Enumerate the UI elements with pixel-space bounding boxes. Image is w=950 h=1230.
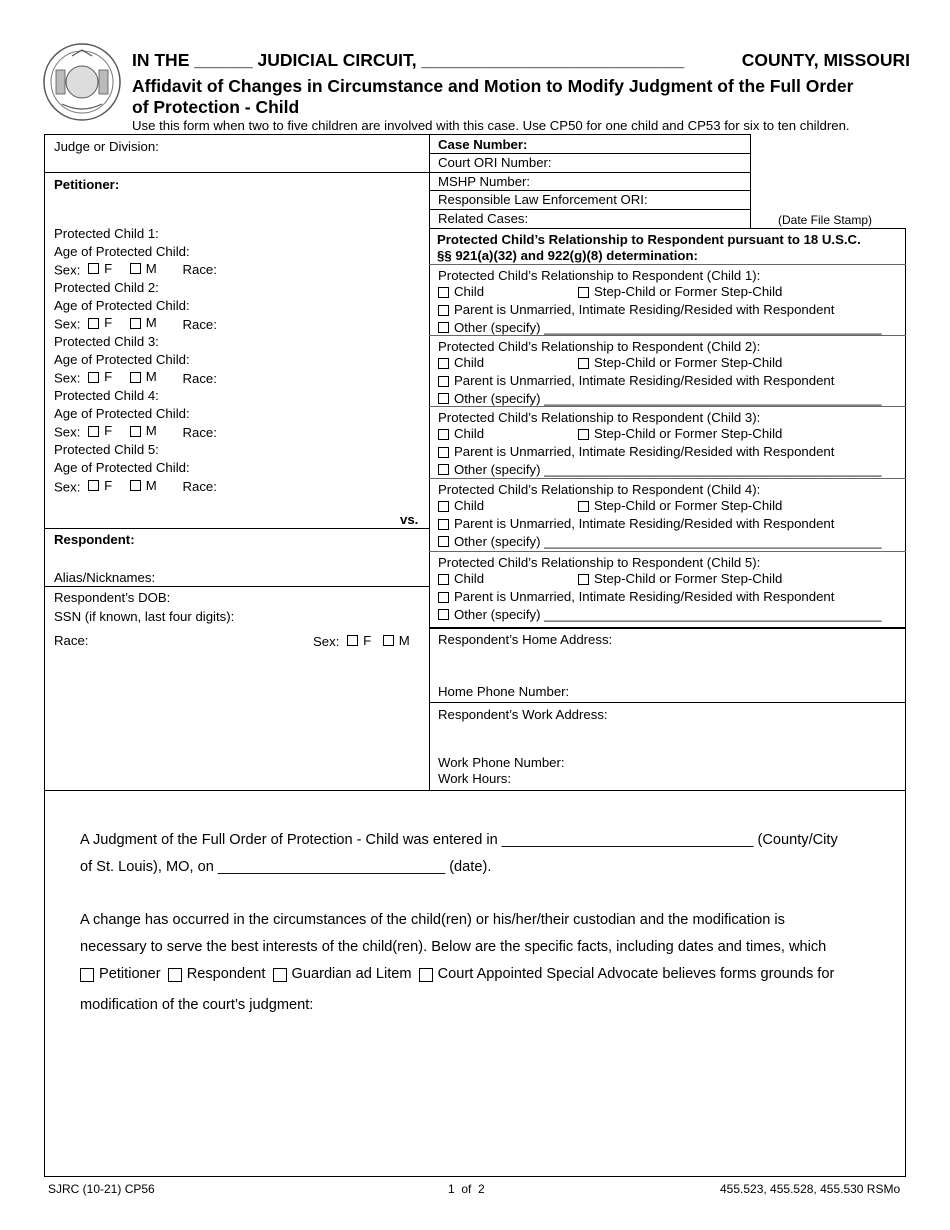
respondent-sex-row: Sex: F M xyxy=(313,633,410,649)
respondent-label: Respondent: xyxy=(54,532,135,547)
statutes: 455.523, 455.528, 455.530 RSMo xyxy=(720,1182,901,1196)
child-3-age-label: Age of Protected Child: xyxy=(54,351,190,367)
child-4-sex-race-row: Sex: F M Race: xyxy=(54,423,217,440)
child-1-sex-race-row: Sex: F M Race: xyxy=(54,261,217,278)
petitioner-checkbox[interactable] xyxy=(80,968,94,982)
protected-child-4-label: Protected Child 4: xyxy=(54,388,159,404)
child-2-sex-m-checkbox[interactable] xyxy=(130,318,141,329)
child-1-sex-m-checkbox[interactable] xyxy=(130,263,141,274)
relationship-child-5: Protected Child’s Relationship to Respondent (Child 5): Child Step-Child or Former Step-Child Parent is Unmarried, Intimate Residing/Resided with Respondent Other (specify) ______________________________________________ xyxy=(438,555,882,622)
work-phone-label: Work Phone Number: xyxy=(438,755,565,770)
child-2-age-label: Age of Protected Child: xyxy=(54,297,190,313)
child-2-rel-parent-checkbox[interactable] xyxy=(438,376,449,387)
child-2-sex-f-checkbox[interactable] xyxy=(88,318,99,329)
respondent-sex-m-checkbox[interactable] xyxy=(383,635,394,646)
mshp-number-label: MSHP Number: xyxy=(438,174,531,189)
judgment-paragraph: A Judgment of the Full Order of Protection - Child was entered in _______________________________ (County/City of St. Louis), MO, on ____________________________ (date). xyxy=(80,832,838,875)
child-5-rel-other-checkbox[interactable] xyxy=(438,609,449,620)
protected-child-3-label: Protected Child 3: xyxy=(54,334,159,350)
child-3-sex-race-row: Sex: F M Race: xyxy=(54,369,217,386)
child-5-sex-race-row: Sex: F M Race: xyxy=(54,477,217,494)
child-2-rel-child-checkbox[interactable] xyxy=(438,358,449,369)
missouri-seal xyxy=(42,42,122,122)
child-1-rel-child-checkbox[interactable] xyxy=(438,287,449,298)
home-phone-label: Home Phone Number: xyxy=(438,684,570,699)
child-5-rel-child-checkbox[interactable] xyxy=(438,574,449,585)
ssn-label: SSN (if known, last four digits): xyxy=(54,609,235,624)
form-id: SJRC (10-21) CP56 xyxy=(48,1182,155,1196)
court-line-right: COUNTY, MISSOURI xyxy=(741,50,910,70)
child-1-age-label: Age of Protected Child: xyxy=(54,243,190,259)
child-1-sex-f-checkbox[interactable] xyxy=(88,263,99,274)
change-paragraph: A change has occurred in the circumstances of the child(ren) or his/her/their custodian and the modification is necessary to serve the best interests of the child(ren). Below are the specific facts, including dates and times, which Petitioner Respondent Guardian ad Litem Court Appointed Special Advocate believes forms grounds for modification of the court’s judgment: xyxy=(80,912,835,1013)
respondent-race-label: Race: xyxy=(54,633,89,648)
related-cases-label: Related Cases: xyxy=(438,211,529,226)
work-hours-label: Work Hours: xyxy=(438,771,512,786)
child-3-sex-m-checkbox[interactable] xyxy=(130,372,141,383)
child-4-sex-f-checkbox[interactable] xyxy=(88,426,99,437)
child-3-rel-step-checkbox[interactable] xyxy=(578,429,589,440)
form-title-line2: of Protection - Child xyxy=(132,97,300,117)
page-number: 1 of 2 xyxy=(448,1182,485,1196)
form-title-line1: Affidavit of Changes in Circumstance and Motion to Modify Judgment of the Full Order xyxy=(132,76,854,96)
child-4-age-label: Age of Protected Child: xyxy=(54,405,190,421)
child-3-rel-child-checkbox[interactable] xyxy=(438,429,449,440)
child-1-rel-other-checkbox[interactable] xyxy=(438,322,449,333)
case-number-label: Case Number: xyxy=(438,137,528,152)
protected-child-2-label: Protected Child 2: xyxy=(54,280,159,296)
guardian-ad-litem-checkbox[interactable] xyxy=(273,968,287,982)
form-instructions: Use this form when two to five children are involved with this case. Use CP50 for one child and CP53 for six to ten children. xyxy=(132,118,850,133)
protected-child-1-label: Protected Child 1: xyxy=(54,226,159,241)
protected-child-5-label: Protected Child 5: xyxy=(54,442,159,458)
relationship-child-3: Protected Child’s Relationship to Respondent (Child 3): Child Step-Child or Former Step-Child Parent is Unmarried, Intimate Residing/Resided with Respondent Other (specify) ______________________________________________ xyxy=(438,410,882,477)
relationship-child-4: Protected Child’s Relationship to Respondent (Child 4): Child Step-Child or Former Step-Child Parent is Unmarried, Intimate Residing/Resided with Respondent Other (specify) ______________________________________________ xyxy=(438,482,882,549)
child-2-sex-race-row: Sex: F M Race: xyxy=(54,315,217,332)
relationship-heading: Protected Child’s Relationship to Respondent pursuant to 18 U.S.C. §§ 921(a)(32) and 922(g)(8) determination: xyxy=(437,232,861,263)
child-2-rel-step-checkbox[interactable] xyxy=(578,358,589,369)
alias-label: Alias/Nicknames: xyxy=(54,570,156,585)
child-4-sex-m-checkbox[interactable] xyxy=(130,426,141,437)
relationship-child-2: Protected Child’s Relationship to Respondent (Child 2): Child Step-Child or Former Step-Child Parent is Unmarried, Intimate Residing/Resided with Respondent Other (specify) ______________________________________________ xyxy=(438,339,882,406)
child-1-rel-step-checkbox[interactable] xyxy=(578,287,589,298)
law-enforcement-ori-label: Responsible Law Enforcement ORI: xyxy=(438,192,648,207)
date-file-stamp-label: (Date File Stamp) xyxy=(778,213,873,227)
child-5-sex-f-checkbox[interactable] xyxy=(88,480,99,491)
child-5-sex-m-checkbox[interactable] xyxy=(130,480,141,491)
respondent-sex-f-checkbox[interactable] xyxy=(347,635,358,646)
court-ori-label: Court ORI Number: xyxy=(438,155,552,170)
casa-checkbox[interactable] xyxy=(419,968,433,982)
child-5-rel-step-checkbox[interactable] xyxy=(578,574,589,585)
respondent-dob-label: Respondent’s DOB: xyxy=(54,590,171,605)
home-address-label: Respondent’s Home Address: xyxy=(438,632,613,647)
children-block xyxy=(54,225,424,495)
child-3-rel-parent-checkbox[interactable] xyxy=(438,447,449,458)
judge-division-label: Judge or Division: xyxy=(54,139,159,154)
petitioner-label: Petitioner: xyxy=(54,177,120,192)
child-1-rel-parent-checkbox[interactable] xyxy=(438,305,449,316)
versus-label: vs. xyxy=(400,512,419,527)
child-4-rel-parent-checkbox[interactable] xyxy=(438,519,449,530)
relationship-child-1: Protected Child’s Relationship to Respondent (Child 1): Child Step-Child or Former Step-Child Parent is Unmarried, Intimate Residing/Resided with Respondent Other (specify) ______________________________________________ xyxy=(438,268,882,335)
court-caption xyxy=(132,50,910,71)
form-title xyxy=(132,76,922,118)
child-2-rel-other-checkbox[interactable] xyxy=(438,393,449,404)
child-3-sex-f-checkbox[interactable] xyxy=(88,372,99,383)
child-5-rel-parent-checkbox[interactable] xyxy=(438,592,449,603)
respondent-checkbox[interactable] xyxy=(168,968,182,982)
child-4-rel-child-checkbox[interactable] xyxy=(438,501,449,512)
court-line-left: IN THE ______ JUDICIAL CIRCUIT, ___________________________ xyxy=(132,50,685,70)
child-4-rel-other-checkbox[interactable] xyxy=(438,536,449,547)
work-address-label: Respondent’s Work Address: xyxy=(438,707,608,722)
child-3-rel-other-checkbox[interactable] xyxy=(438,464,449,475)
child-4-rel-step-checkbox[interactable] xyxy=(578,501,589,512)
child-5-age-label: Age of Protected Child: xyxy=(54,459,190,475)
